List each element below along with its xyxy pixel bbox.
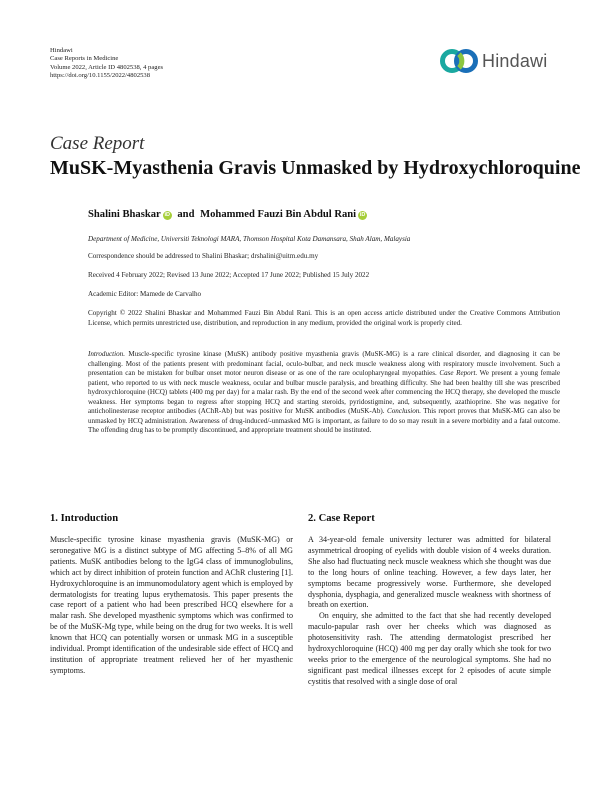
abstract-case-label: Case Report.	[439, 369, 478, 377]
abstract-conclusion-text: This report proves that MuSK-MG can also be unmasked by HCQ administration. Awareness of drug-induced/-unmasked MG is important, as failure to do so may result in a severe morbidity and a fatal outcome. The offending drug has to be promptly discontinued, and appropriate treatment should be instituted.	[88, 407, 560, 434]
abstract-intro-text: Muscle-specific tyrosine kinase (MuSK) antibody positive myasthenia gravis (MuSK-MG) is a rare clinical disorder, and diagnosing it can be challenging. Most of the patients present with predominant facial, oculo-bulbar, and neck muscle weakness along with respiratory muscle involvement. Such a presentation can be mistaken for bulbar onset motor neuron disease or as one of the rare oculopharyngeal myopathies.	[88, 350, 560, 377]
journal-name: Case Reports in Medicine	[50, 55, 119, 63]
hindawi-logo	[439, 46, 547, 76]
case-paragraph-1: A 34-year-old female university lecturer was admitted for bilateral asymmetrical drooping of eyelids with double vision of 4 weeks duration. She also had fluctuating neck muscle weakness which she thought was due to the long hours of online teaching. However, a few days later, her symptoms became progressively worse. Furthermore, she developed dysphonia, dysphagia, and generalized muscle weakness with shortness of breath on exertion.	[308, 535, 551, 610]
introduction-section	[50, 513, 293, 677]
abstract	[88, 350, 560, 436]
volume-line: Volume 2022, Article ID 4802538, 4 pages	[50, 63, 164, 71]
case-paragraph-2: On enquiry, she admitted to the fact that she had recently developed maculo-papular rash over her cheeks which was diagnosed as photosensitivity rash. The attending dermatologist prescribed her hydroxychloroquine (HCQ) 400 mg per day orally which she took for two weeks prior to the emergence of the neurological symptoms. She had no significant past medical illnesses except for 2 episodes of acute simple cystitis that resolved with a single dose of oral	[308, 611, 551, 686]
article-title: MuSK-Myasthenia Gravis Unmasked by Hydroxychloroquine	[50, 157, 581, 179]
affiliation: Department of Medicine, Universiti Teknologi MARA, Thomson Hospital Kota Damansara, Shah Alam, Malaysia	[88, 235, 411, 243]
copyright-notice: Copyright © 2022 Shalini Bhaskar and Mohammed Fauzi Bin Abdul Rani. This is an open access article distributed under the Creative Commons Attribution License, which permits unrestricted use, distribution, and reproduction in any medium, provided the original work is properly cited.	[88, 309, 560, 327]
author-conjunction: and	[177, 209, 195, 220]
section-heading: 2. Case Report	[308, 513, 375, 524]
orcid-icon[interactable]: iD	[164, 212, 170, 218]
section-heading: 1. Introduction	[50, 513, 119, 524]
case-report-section	[308, 513, 551, 688]
abstract-conclusion-label: Conclusion.	[386, 407, 422, 415]
author-list	[88, 209, 367, 220]
abstract-case-text: We present a young female patient, who reported to us with neck muscle weakness, ocular and bulbar muscle paralysis, and breathing difficulty. She had been healthy till she was prescribed hydroxychloroquine (HCQ) tablets (400 mg per day) for a malar rash. By the end of the second week after commencing the HCQ therapy, she developed the muscle weakness. Her symptoms began to regress after stopping HCQ and starting steroids, pyridostigmine, and, subsequently, azathioprine. She was negative for anticholinesterase receptor antibodies (AChR-Ab) but was positive for MuSK antibodies (MuSK-Ab).	[88, 369, 560, 415]
logo-wordmark: Hindawi	[482, 50, 548, 71]
publisher-name: Hindawi	[50, 47, 73, 54]
correspondence: Correspondence should be addressed to Shalini Bhaskar; drshalini@uitm.edu.my	[88, 252, 319, 260]
abstract-intro-label: Introduction.	[88, 350, 125, 358]
author-name: Shalini Bhaskar	[88, 209, 161, 220]
orcid-icon[interactable]: iD	[359, 212, 366, 218]
doi-link[interactable]: https://doi.org/10.1155/2022/4802538	[50, 71, 151, 79]
publication-dates: Received 4 February 2022; Revised 13 June 2022; Accepted 17 June 2022; Published 15 July 2022	[88, 271, 370, 279]
introduction-paragraph: Muscle-specific tyrosine kinase myasthenia gravis (MuSK-MG) or seronegative MG is a distinct subtype of MG affecting 5–8% of all MG patients. MuSK antibodies belong to the IgG4 class of immunoglobulins, which act by direct inhibition of protein function and AChR clustering [1]. Hydroxychloroquine is an immunomodulatory agent which is employed by dermatologists for treating lupus erythematosis. This paper presents the case report of a patient who had been prescribed HCQ elsewhere for a malar rash. She developed myasthenic symptoms which was confirmed to be of the MuSK-Mg type, while being on the drug for two weeks. It is well known that HCQ can potentially worsen or unmask MG in a susceptible individual. Prompt identification of the undesirable side effect of HCQ and institution of appropriate treatment relieved her of her myasthenic symptoms.	[50, 535, 293, 675]
publication-info	[50, 47, 163, 80]
hindawi-logo-icon	[439, 46, 479, 76]
article-type: Case Report	[50, 133, 145, 154]
author-name: Mohammed Fauzi Bin Abdul Rani	[200, 209, 357, 220]
academic-editor: Academic Editor: Mamede de Carvalho	[88, 290, 202, 298]
